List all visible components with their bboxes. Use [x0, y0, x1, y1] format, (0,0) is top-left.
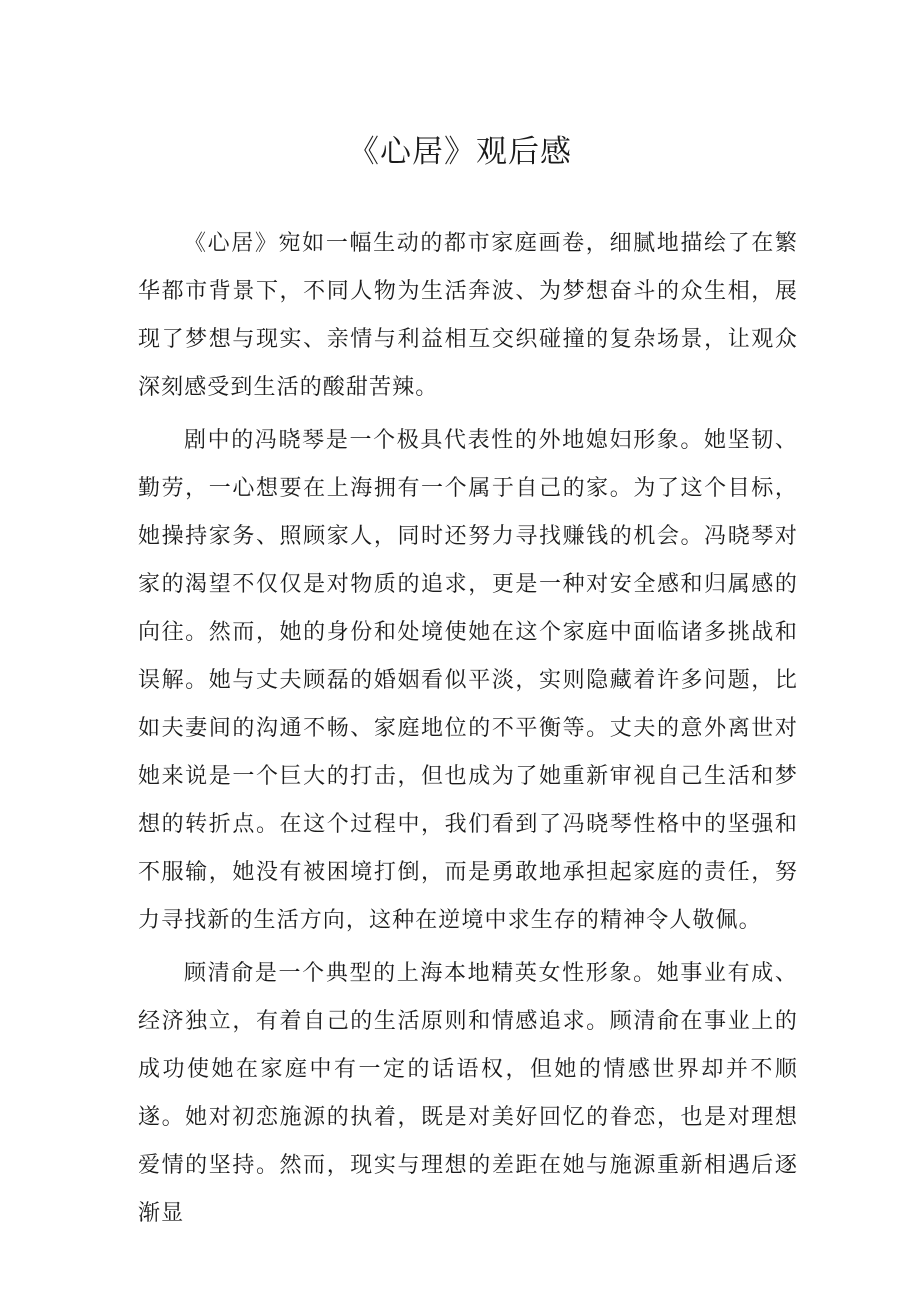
document-title: 《心居》观后感: [348, 134, 572, 170]
paragraph-2: 剧中的冯晓琴是一个极具代表性的外地媳妇形象。她坚韧、勤劳，一心想要在上海拥有一个属于自己的家。为了这个目标，她操持家务、照顾家人，同时还努力寻找赚钱的机会。冯晓琴对家的渴望不仅仅是对物质的追求，更是一种对安全感和归属感的向往。然而，她的身份和处境使她在这个家庭中面临诸多挑战和误解。她与丈夫顾磊的婚姻看似平淡，实则隐藏着许多问题，比如夫妻间的沟通不畅、家庭地位的不平衡等。丈夫的意外离世对她来说是一个巨大的打击，但也成为了她重新审视自己生活和梦想的转折点。在这个过程中，我们看到了冯晓琴性格中的坚强和不服输，她没有被困境打倒，而是勇敢地承担起家庭的责任，努力寻找新的生活方向，这种在逆境中求生存的精神令人敬佩。: [138, 428, 798, 933]
document-body: [138, 220, 798, 1243]
paragraph-1: 《心居》宛如一幅生动的都市家庭画卷，细腻地描绘了在繁华都市背景下，不同人物为生活奔波、为梦想奋斗的众生相，展现了梦想与现实、亲情与利益相互交织碰撞的复杂场景，让观众深刻感受到生活的酸甜苦辣。: [138, 231, 798, 400]
paragraph-3: 顾清俞是一个典型的上海本地精英女性形象。她事业有成、经济独立，有着自己的生活原则和情感追求。顾清俞在事业上的成功使她在家庭中有一定的话语权，但她的情感世界却并不顺遂。她对初恋施源的执着，既是对美好回忆的眷恋，也是对理想爱情的坚持。然而，现实与理想的差距在她与施源重新相遇后逐渐显: [138, 961, 798, 1226]
